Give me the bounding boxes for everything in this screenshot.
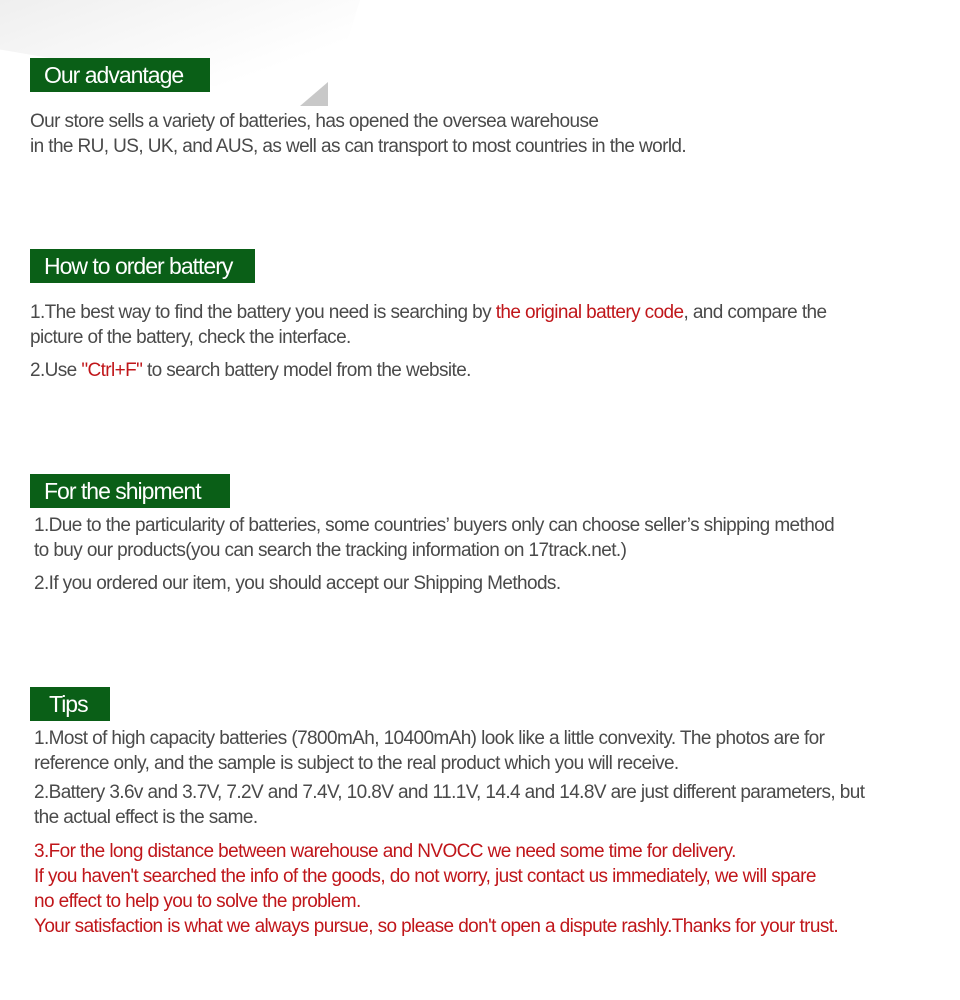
order-item-1-continued: picture of the battery, check the interface. — [30, 327, 351, 348]
tips-item-2-continued: the actual effect is the same. — [34, 807, 258, 828]
advantage-heading: Our advantage — [30, 58, 210, 92]
ctrl-f-highlight: "Ctrl+F" — [81, 360, 143, 381]
order-item-1 — [30, 300, 826, 325]
order-item-2-tail: to search battery model from the website. — [142, 360, 471, 381]
order-item-1-text: 1.The best way to find the battery you need is searching by — [30, 302, 496, 323]
shipment-heading: For the shipment — [30, 474, 230, 508]
tips-item-1: 1.Most of high capacity batteries (7800mAh, 10400mAh) look like a little convexity. The photos are for — [34, 728, 825, 749]
order-heading: How to order battery — [30, 249, 255, 283]
shipment-item-1-continued: to buy our products(you can search the tracking information on 17track.net.) — [34, 540, 627, 561]
shipment-item-2: 2.If you ordered our item, you should accept our Shipping Methods. — [34, 573, 561, 594]
tips-heading: Tips — [30, 687, 110, 721]
shipment-item-1: 1.Due to the particularity of batteries, some countries’ buyers only can choose seller’s shipping method — [34, 515, 835, 536]
order-item-1-tail: , and compare the — [683, 302, 827, 323]
tips-item-3-line-4: Your satisfaction is what we always pursue, so please don't open a dispute rashly.Thanks for your trust. — [34, 916, 839, 937]
tips-item-3-line-2: If you haven't searched the info of the goods, do not worry, just contact us immediately, we will spare — [34, 866, 816, 887]
advantage-line-1: Our store sells a variety of batteries, has opened the oversea warehouse — [30, 111, 599, 132]
order-item-2 — [30, 358, 471, 383]
tips-item-3: 3.For the long distance between warehouse and NVOCC we need some time for delivery. — [34, 841, 736, 862]
page-curl-fold — [300, 82, 328, 106]
tips-item-3-line-3: no effect to help you to solve the problem. — [34, 891, 361, 912]
original-battery-code-highlight: the original battery code — [495, 302, 684, 323]
tips-item-1-continued: reference only, and the sample is subject to the real product which you will receive. — [34, 753, 679, 774]
order-item-2-text: 2.Use — [30, 360, 82, 381]
tips-item-2: 2.Battery 3.6v and 3.7V, 7.2V and 7.4V, 10.8V and 11.1V, 14.4 and 14.8V are just different parameters, but — [34, 782, 865, 803]
advantage-line-2: in the RU, US, UK, and AUS, as well as can transport to most countries in the world. — [30, 136, 687, 157]
